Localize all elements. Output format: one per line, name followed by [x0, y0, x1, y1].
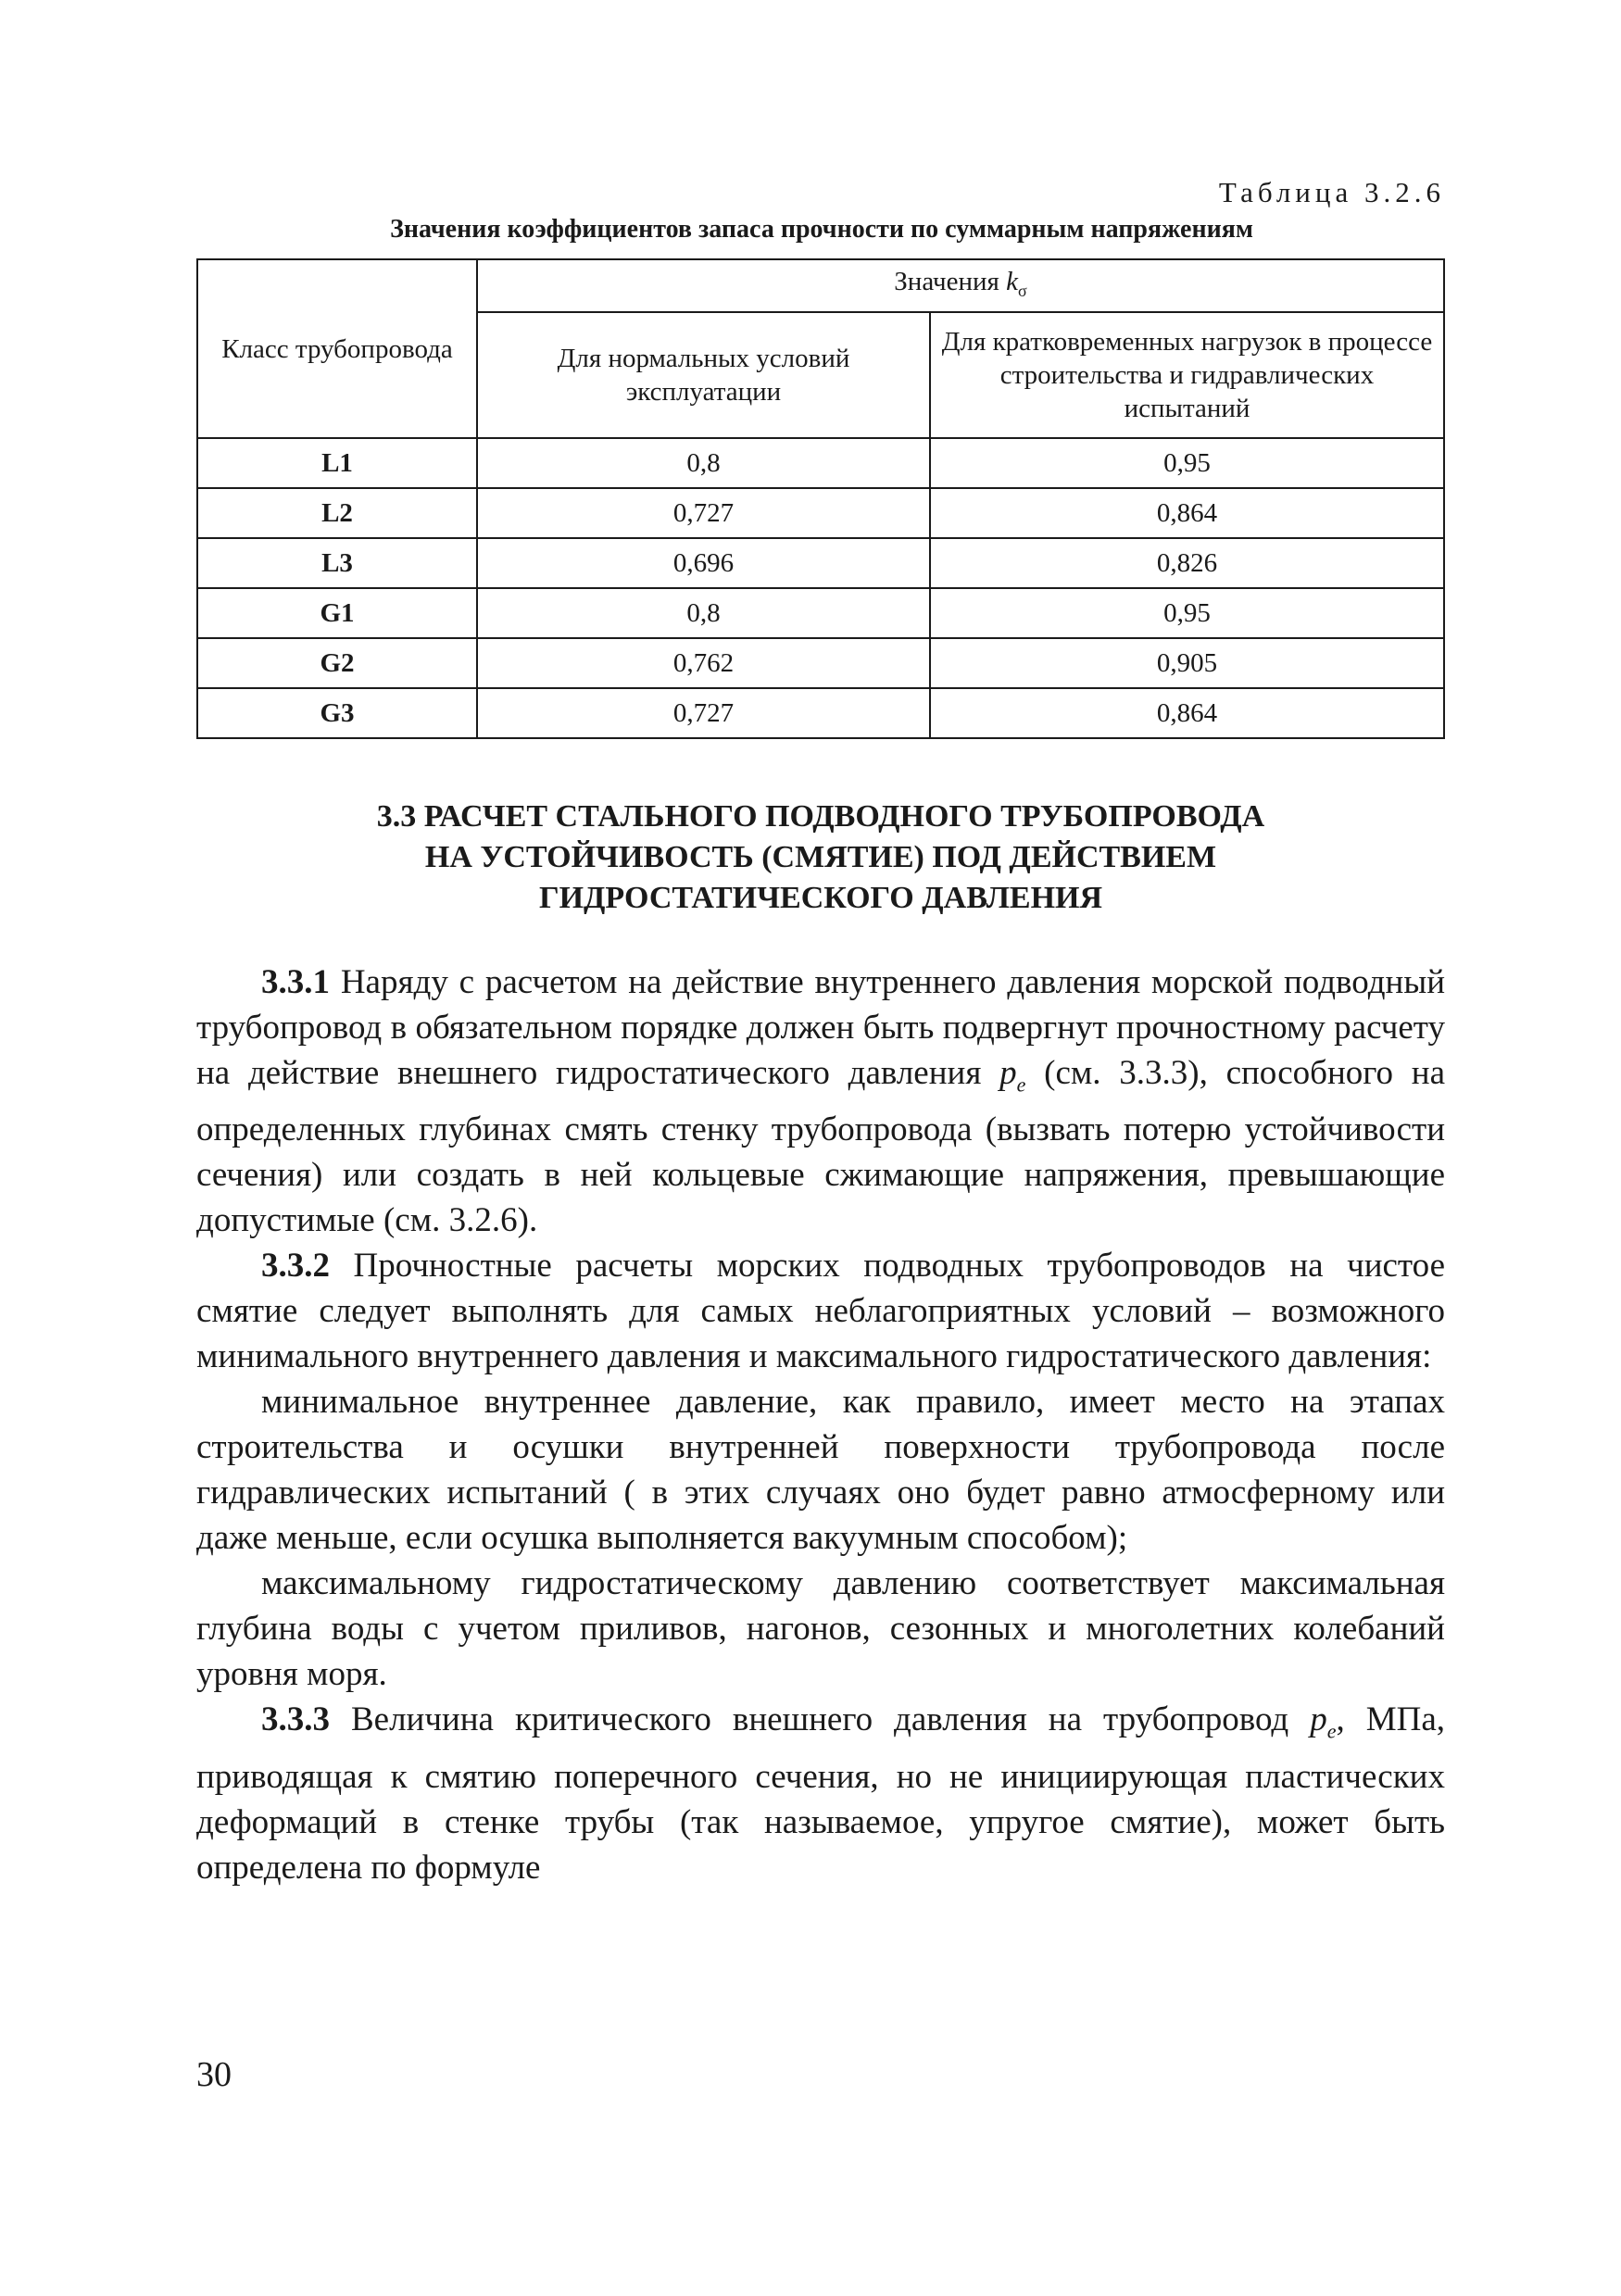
- cell-normal: 0,727: [477, 488, 930, 538]
- table-row: [197, 588, 1444, 638]
- cell-short-term: 0,826: [930, 538, 1444, 588]
- cell-class: L3: [197, 538, 477, 588]
- page-number: 30: [196, 2055, 232, 2094]
- variable-pe: $p_e$: [999, 1054, 1026, 1097]
- paragraph-text: (см. 3.3.3), способного на определенных глубинах смять стенку трубопровода (вызвать потерю устойчивости сечения) или создать в ней кольцевые сжимающие напряжения, превышающие допустимые (см. 3.2.6).: [196, 1054, 1445, 1240]
- body-text: [196, 960, 1445, 1890]
- paragraph-text: Наряду с расчетом на действие внутреннего давления морской подводный трубопровод в обязательном порядке должен быть подвергнут прочностному расчету на действие внешнего гидростатического давления: [196, 963, 1445, 1092]
- section-heading-line: НА УСТОЙЧИВОСТЬ (СМЯТИЕ) ПОД ДЕЙСТВИЕМ: [424, 840, 1217, 874]
- table-row: [197, 438, 1444, 488]
- paragraph-text: Прочностные расчеты морских подводных трубопроводов на чистое смятие следует выполнять для самых неблагоприятных условий – возможного минимального внутреннего давления и максимального гидростатического давления:: [196, 1247, 1445, 1376]
- cell-normal: 0,727: [477, 688, 930, 738]
- table-row: [197, 488, 1444, 538]
- header-values-prefix: Значения: [894, 266, 1007, 296]
- header-values-symbol: $k_\sigma$: [1006, 266, 1027, 300]
- cell-normal: 0,8: [477, 588, 930, 638]
- clause-number: 3.3.1: [261, 963, 330, 1001]
- variable-pe: $p_e$: [1310, 1700, 1337, 1743]
- paragraph-3-3-1: [196, 960, 1445, 1243]
- paragraph-3-3-2: [196, 1243, 1445, 1379]
- section-heading: [196, 797, 1445, 919]
- paragraph-text: , МПа, приводящая к смятию поперечного сечения, но не инициирующая пластических деформаций в стенке трубы (так называемое, упругое смятие), может быть определена по формуле: [196, 1700, 1446, 1887]
- cell-short-term: 0,864: [930, 688, 1444, 738]
- header-pipeline-class: Класс трубопровода: [197, 259, 477, 438]
- cell-class: L1: [197, 438, 477, 488]
- table-row: [197, 638, 1444, 688]
- paragraph-text: Величина критического внешнего давления на трубопровод: [330, 1700, 1311, 1739]
- header-short-term-loads: Для кратковременных нагрузок в процессе строительства и гидравлических испытаний: [930, 312, 1444, 438]
- clause-number: 3.3.2: [261, 1247, 330, 1286]
- table-label: Таблица 3.2.6: [1218, 176, 1445, 208]
- header-values-group: [477, 259, 1444, 312]
- cell-normal: 0,8: [477, 438, 930, 488]
- cell-normal: 0,762: [477, 638, 930, 688]
- table-row: [197, 538, 1444, 588]
- cell-class: G3: [197, 688, 477, 738]
- header-normal-conditions: Для нормальных условий эксплуатации: [477, 312, 930, 438]
- cell-class: G2: [197, 638, 477, 688]
- paragraph-min-pressure: минимальное внутреннее давление, как правило, имеет место на этапах строительства и осушки внутренней поверхности трубопровода после гидравлических испытаний ( в этих случаях оно будет равно атмосферному или даже меньше, если осушка выполняется вакуумным способом);: [196, 1383, 1445, 1558]
- cell-short-term: 0,95: [930, 588, 1444, 638]
- paragraph-max-pressure: максимальному гидростатическому давлению соответствует максимальная глубина воды с учетом приливов, нагонов, сезонных и многолетних колебаний уровня моря.: [196, 1564, 1445, 1694]
- cell-short-term: 0,864: [930, 488, 1444, 538]
- cell-short-term: 0,905: [930, 638, 1444, 688]
- cell-normal: 0,696: [477, 538, 930, 588]
- section-heading-line: 3.3 РАСЧЕТ СТАЛЬНОГО ПОДВОДНОГО ТРУБОПРОВОДА: [376, 799, 1265, 834]
- cell-short-term: 0,95: [930, 438, 1444, 488]
- paragraph-3-3-3: [196, 1697, 1445, 1889]
- section-heading-line: ГИДРОСТАТИЧЕСКОГО ДАВЛЕНИЯ: [538, 881, 1103, 915]
- cell-class: L2: [197, 488, 477, 538]
- cell-class: G1: [197, 588, 477, 638]
- coefficients-table: [196, 258, 1445, 739]
- table-row: [197, 688, 1444, 738]
- table-title: Значения коэффициентов запаса прочности по суммарным напряжениям: [390, 215, 1253, 244]
- clause-number: 3.3.3: [261, 1700, 330, 1739]
